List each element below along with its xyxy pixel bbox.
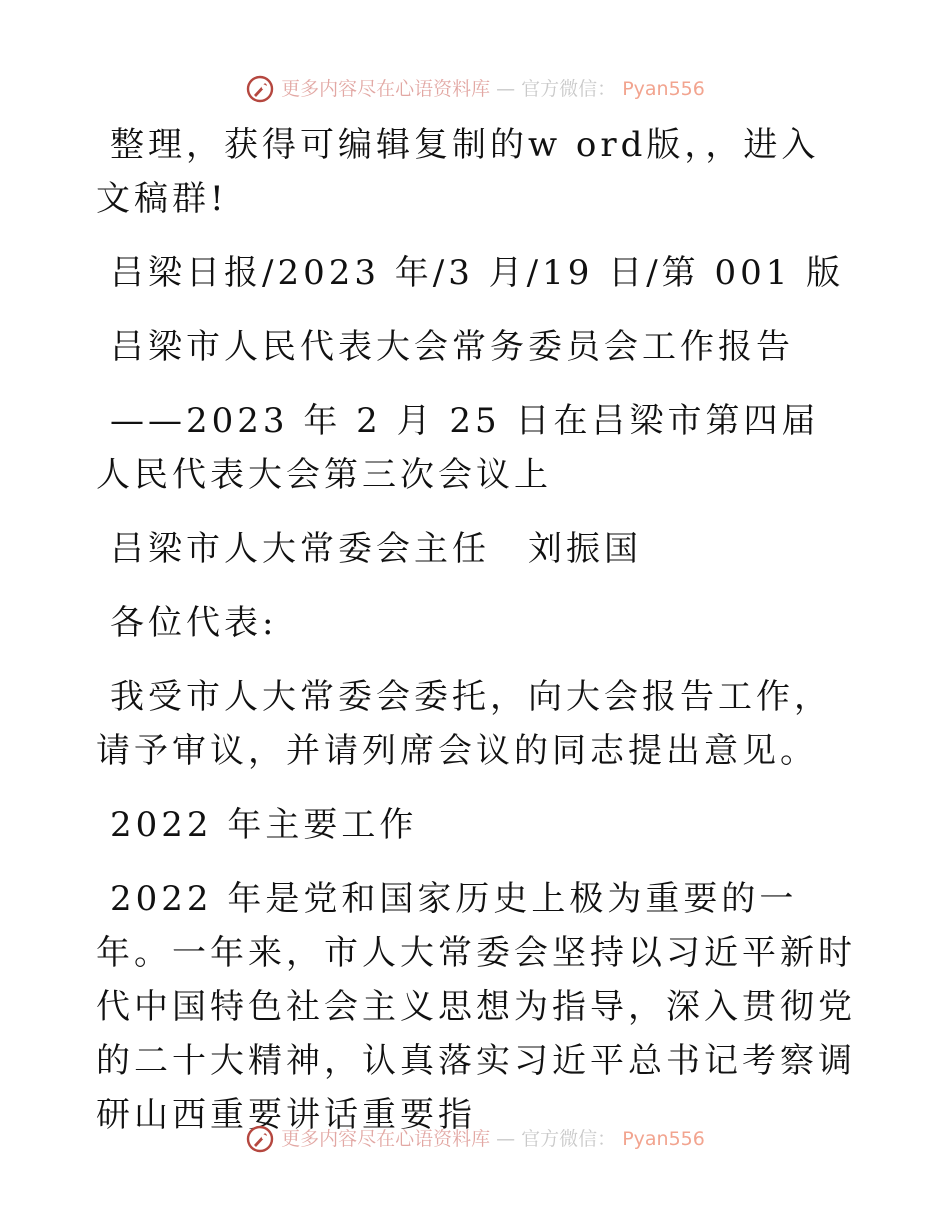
watermark-label: 官方微信： xyxy=(521,78,617,100)
watermark-separator: — xyxy=(496,1128,516,1150)
watermark-wechat-id: Pyan556 xyxy=(622,78,705,100)
pen-seal-logo-icon xyxy=(245,1124,275,1154)
paragraph-salutation: 各位代表: xyxy=(110,603,278,643)
watermark-text: 更多内容尽在心语资料库 xyxy=(281,78,491,100)
paragraph-author: 吕梁市人大常委会主任 刘振国 xyxy=(110,529,642,569)
watermark-text: 更多内容尽在心语资料库 xyxy=(281,1128,491,1150)
paragraph-body: 2022 年是党和国家历史上极为重要的一年。一年来，市人大常委会坚持以习近平新时代中国特色社会主义思想为指导，深入贯彻党的二十大精神，认真落实习近平总书记考察调研山西重要讲话重要指 xyxy=(96,879,856,1135)
paragraph-subtitle: ——2023 年 2 月 25 日在吕梁市第四届人民代表大会第三次会议上 xyxy=(96,401,820,495)
watermark-label: 官方微信： xyxy=(521,1128,617,1150)
paragraph-section-heading: 2022 年主要工作 xyxy=(110,805,418,845)
paragraph-source: 吕梁日报/2023 年/3 月/19 日/第 001 版 xyxy=(110,253,845,293)
pen-seal-logo-icon xyxy=(245,74,275,104)
paragraph-opening: 我受市人大常委会委托，向大会报告工作，请予审议，并请列席会议的同志提出意见。 xyxy=(96,677,832,771)
footer-watermark xyxy=(0,1124,950,1154)
watermark-wechat-id: Pyan556 xyxy=(622,1128,705,1150)
watermark-separator: — xyxy=(496,78,516,100)
paragraph-intro-note: 整理，获得可编辑复制的w ord版，，进入文稿群! xyxy=(96,125,820,219)
paragraph-title: 吕梁市人民代表大会常务委员会工作报告 xyxy=(110,327,794,367)
document-body xyxy=(96,118,856,1162)
header-watermark xyxy=(0,74,950,104)
